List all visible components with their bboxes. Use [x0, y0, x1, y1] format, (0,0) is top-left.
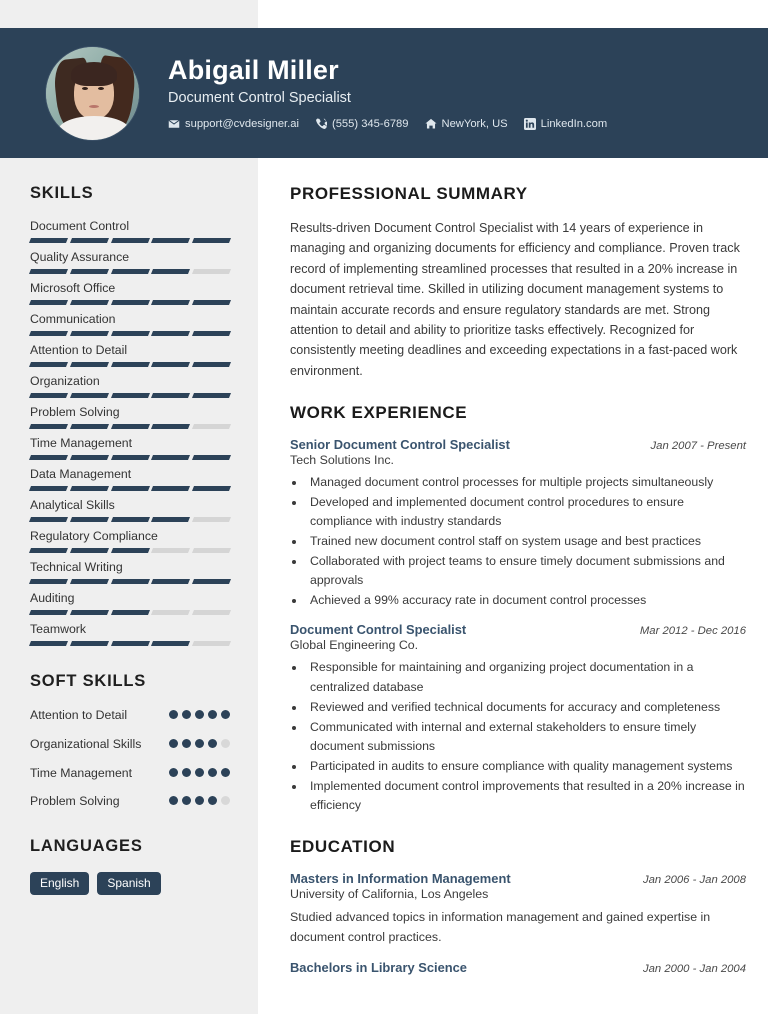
rating-dot [208, 739, 217, 748]
skill-level-bar [30, 517, 230, 522]
education-list [290, 871, 746, 975]
rating-dot [182, 739, 191, 748]
rating-dot [182, 710, 191, 719]
skill-segment [111, 610, 150, 615]
skill-segment [29, 393, 68, 398]
skill-item [30, 591, 230, 615]
soft-skill-label: Problem Solving [30, 794, 120, 809]
skill-level-bar [30, 579, 230, 584]
education-entry-header [290, 960, 746, 975]
contact-phone-text: (555) 345-6789 [331, 118, 409, 131]
work-bullet: • Developed and implemented document control procedures to ensure compliance with industry standards [306, 493, 746, 531]
contact-row [168, 118, 607, 130]
top-strip-right [258, 0, 768, 28]
avatar-eye-right [98, 87, 104, 90]
skill-segment [151, 610, 190, 615]
skill-level-bar [30, 300, 230, 305]
skill-item [30, 405, 230, 429]
skill-segment [70, 579, 109, 584]
work-bullet: • Reviewed and verified technical documents for accuracy and completeness [306, 698, 746, 717]
skill-segment [70, 486, 109, 491]
rating-dot [169, 739, 178, 748]
skills-heading: SKILLS [30, 184, 94, 202]
rating-dot [208, 768, 217, 777]
work-company: Tech Solutions Inc. [290, 453, 395, 468]
skill-segment [111, 517, 150, 522]
work-list [290, 437, 746, 815]
rating-dot [221, 710, 230, 719]
education-degree[interactable]: Bachelors in Library Science [290, 959, 467, 975]
soft-skills-heading: SOFT SKILLS [30, 672, 147, 690]
contact-linkedin-text: LinkedIn.com [540, 118, 608, 131]
skill-segment [111, 424, 150, 429]
skill-segment [192, 641, 231, 646]
skills-list [30, 219, 230, 646]
work-bullet: • Implemented document control improvements that resulted in a 20% increase in efficiency [306, 777, 746, 815]
skill-segment [192, 455, 231, 460]
education-entry-header [290, 871, 746, 886]
contact-email-text: support@cvdesigner.ai [185, 118, 299, 131]
skill-item [30, 560, 230, 584]
skill-level-bar [30, 548, 230, 553]
skill-item [30, 622, 230, 646]
avatar-eye-left [82, 87, 88, 90]
skill-label: Communication [30, 312, 116, 326]
work-bullet: • Trained new document control staff on system usage and best practices [306, 532, 746, 551]
skill-item [30, 250, 230, 274]
avatar [45, 46, 140, 141]
rating-dot [169, 710, 178, 719]
skill-segment [29, 610, 68, 615]
skill-segment [29, 517, 68, 522]
sidebar [0, 158, 258, 1014]
soft-skill-item [30, 736, 230, 754]
skill-level-bar [30, 331, 230, 336]
skill-label: Teamwork [30, 622, 87, 636]
skill-segment [70, 238, 109, 243]
skill-segment [111, 238, 150, 243]
soft-skill-item [30, 707, 230, 725]
skill-segment [29, 455, 68, 460]
skill-segment [192, 424, 231, 429]
rating-dot [182, 796, 191, 805]
header-text-block [168, 56, 607, 131]
skill-segment [192, 331, 231, 336]
phone-icon [315, 118, 327, 130]
skill-segment [151, 362, 190, 367]
skill-label: Auditing [30, 591, 75, 605]
work-entry [290, 622, 746, 814]
skill-segment [70, 548, 109, 553]
contact-linkedin[interactable] [524, 118, 608, 130]
skill-segment [151, 393, 190, 398]
skill-label: Microsoft Office [30, 281, 116, 295]
skill-segment [70, 362, 109, 367]
skill-item [30, 498, 230, 522]
skill-segment [111, 579, 150, 584]
rating-dot [169, 768, 178, 777]
work-entry [290, 437, 746, 610]
skill-level-bar [30, 641, 230, 646]
skill-level-bar [30, 455, 230, 460]
avatar-fringe [71, 62, 117, 86]
home-icon [425, 118, 437, 130]
skill-item [30, 281, 230, 305]
skill-segment [70, 610, 109, 615]
linkedin-icon [524, 118, 536, 130]
work-bullet-list [306, 658, 746, 814]
work-bullet-list [306, 473, 746, 610]
skill-segment [29, 424, 68, 429]
skill-segment [70, 300, 109, 305]
education-heading: EDUCATION [290, 836, 396, 856]
skill-label: Data Management [30, 467, 132, 481]
skill-segment [29, 269, 68, 274]
work-job-title[interactable]: Senior Document Control Specialist [290, 437, 510, 453]
skill-segment [151, 300, 190, 305]
rating-dot [221, 768, 230, 777]
skill-segment [29, 331, 68, 336]
soft-skill-rating [169, 765, 230, 777]
skill-segment [29, 362, 68, 367]
education-entry [290, 960, 746, 975]
skill-segment [29, 548, 68, 553]
summary-heading: PROFESSIONAL SUMMARY [290, 184, 528, 203]
soft-skill-item [30, 793, 230, 811]
rating-dot [195, 710, 204, 719]
skill-label: Problem Solving [30, 405, 120, 419]
rating-dot [195, 796, 204, 805]
skill-segment [151, 517, 190, 522]
skill-level-bar [30, 610, 230, 615]
skill-item [30, 529, 230, 553]
rating-dot [208, 710, 217, 719]
rating-dot [195, 739, 204, 748]
soft-skill-rating [169, 707, 230, 719]
skill-segment [151, 579, 190, 584]
candidate-name: Abigail Miller [168, 54, 339, 85]
envelope-icon [168, 118, 180, 130]
rating-dot [169, 796, 178, 805]
skill-label: Organization [30, 374, 100, 388]
skill-segment [192, 269, 231, 274]
soft-skill-item [30, 765, 230, 783]
skill-segment [111, 331, 150, 336]
skill-label: Document Control [30, 219, 130, 233]
work-bullet: • Collaborated with project teams to ensure timely document submissions and approvals [306, 552, 746, 590]
skill-segment [192, 486, 231, 491]
skill-label: Quality Assurance [30, 250, 130, 264]
skill-segment [111, 269, 150, 274]
skill-segment [29, 238, 68, 243]
work-entry-header [290, 437, 746, 452]
languages-list [30, 872, 230, 895]
skill-segment [70, 393, 109, 398]
rating-dot [195, 768, 204, 777]
skill-segment [151, 455, 190, 460]
skill-segment [192, 300, 231, 305]
skill-item [30, 312, 230, 336]
skill-item [30, 374, 230, 398]
work-bullet: • Responsible for maintaining and organizing project documentation in a centralized database [306, 658, 746, 696]
top-strip-left [0, 0, 258, 28]
skill-segment [151, 238, 190, 243]
rating-dot [221, 739, 230, 748]
skill-segment [151, 269, 190, 274]
skill-level-bar [30, 424, 230, 429]
skill-level-bar [30, 238, 230, 243]
skill-segment [151, 641, 190, 646]
skill-segment [111, 641, 150, 646]
avatar-mouth [89, 105, 99, 108]
skill-segment [192, 610, 231, 615]
skill-item [30, 436, 230, 460]
languages-heading: LANGUAGES [30, 837, 143, 856]
skill-segment [29, 641, 68, 646]
contact-location-text: NewYork, US [441, 118, 508, 131]
skill-segment [111, 548, 150, 553]
skill-segment [192, 238, 231, 243]
skill-item [30, 219, 230, 243]
skill-segment [70, 455, 109, 460]
skill-segment [111, 455, 150, 460]
main-column [258, 158, 768, 1014]
skill-segment [151, 486, 190, 491]
skill-segment [151, 331, 190, 336]
rating-dot [182, 768, 191, 777]
work-entry-header [290, 622, 746, 637]
candidate-role: Document Control Specialist [168, 90, 351, 107]
education-date-range: Jan 2006 - Jan 2008 [642, 873, 746, 886]
rating-dot [221, 796, 230, 805]
skill-segment [111, 300, 150, 305]
skill-segment [70, 641, 109, 646]
soft-skill-label: Organizational Skills [30, 736, 142, 751]
skill-segment [192, 517, 231, 522]
skill-segment [70, 331, 109, 336]
skill-level-bar [30, 393, 230, 398]
work-job-title[interactable]: Document Control Specialist [290, 622, 467, 638]
skill-level-bar [30, 362, 230, 367]
skill-segment [70, 424, 109, 429]
soft-skill-label: Time Management [30, 765, 133, 780]
skill-level-bar [30, 269, 230, 274]
skill-segment [192, 579, 231, 584]
skill-segment [29, 579, 68, 584]
skill-segment [192, 393, 231, 398]
skill-segment [29, 486, 68, 491]
contact-location[interactable] [425, 118, 508, 130]
work-bullet: • Achieved a 99% accuracy rate in document control processes [306, 591, 746, 610]
top-strip [0, 0, 768, 28]
skill-label: Analytical Skills [30, 498, 115, 512]
language-badge: English [30, 872, 89, 895]
soft-skill-rating [169, 736, 230, 748]
skill-segment [111, 486, 150, 491]
skill-label: Time Management [30, 436, 133, 450]
contact-phone[interactable] [315, 118, 409, 130]
skill-segment [70, 517, 109, 522]
skill-segment [111, 362, 150, 367]
skill-item [30, 343, 230, 367]
work-company: Global Engineering Co. [290, 638, 419, 653]
work-date-range: Mar 2012 - Dec 2016 [639, 625, 746, 638]
contact-email[interactable] [168, 118, 299, 130]
resume-header [0, 28, 768, 158]
soft-skill-rating [169, 793, 230, 805]
resume-body [0, 158, 768, 1014]
soft-skill-label: Attention to Detail [30, 708, 128, 722]
education-date-range: Jan 2000 - Jan 2004 [642, 962, 746, 975]
skill-level-bar [30, 486, 230, 491]
summary-text: Results-driven Document Control Specialist with 14 years of experience in managing and organizing documents for efficiency and compliance. Proven track record of implementing streamlined processes that resulted in a 20% increase in document retrieval time. Skilled in utilizing document management systems to maintain accurate records and ensure regulatory standards are met. Strong attention to detail and ability to prioritize tasks effectively. Recognized for consistently meeting deadlines and exceeding expectations in a fast-paced work environment. [290, 221, 740, 378]
language-badge: Spanish [97, 872, 160, 895]
work-bullet: • Managed document control processes for multiple projects simultaneously [306, 473, 746, 492]
education-entry [290, 871, 746, 948]
skill-segment [151, 424, 190, 429]
skill-label: Attention to Detail [30, 343, 128, 357]
skill-segment [192, 548, 231, 553]
education-school: University of California, Los Angeles [290, 886, 489, 901]
skill-segment [29, 300, 68, 305]
skill-segment [192, 362, 231, 367]
education-degree[interactable]: Masters in Information Management [290, 870, 511, 886]
soft-skills-list [30, 707, 230, 811]
skill-segment [111, 393, 150, 398]
skill-label: Regulatory Compliance [30, 529, 158, 543]
skill-segment [151, 548, 190, 553]
work-bullet: • Participated in audits to ensure compliance with quality management systems [306, 757, 746, 776]
skill-label: Technical Writing [30, 560, 123, 574]
skill-item [30, 467, 230, 491]
rating-dot [208, 796, 217, 805]
education-description: Studied advanced topics in information management and gained expertise in document control practices. [290, 909, 711, 944]
skill-segment [70, 269, 109, 274]
work-heading: WORK EXPERIENCE [290, 403, 468, 423]
work-bullet: • Communicated with internal and external stakeholders to ensure timely document submissions [306, 718, 746, 756]
work-date-range: Jan 2007 - Present [650, 440, 746, 453]
